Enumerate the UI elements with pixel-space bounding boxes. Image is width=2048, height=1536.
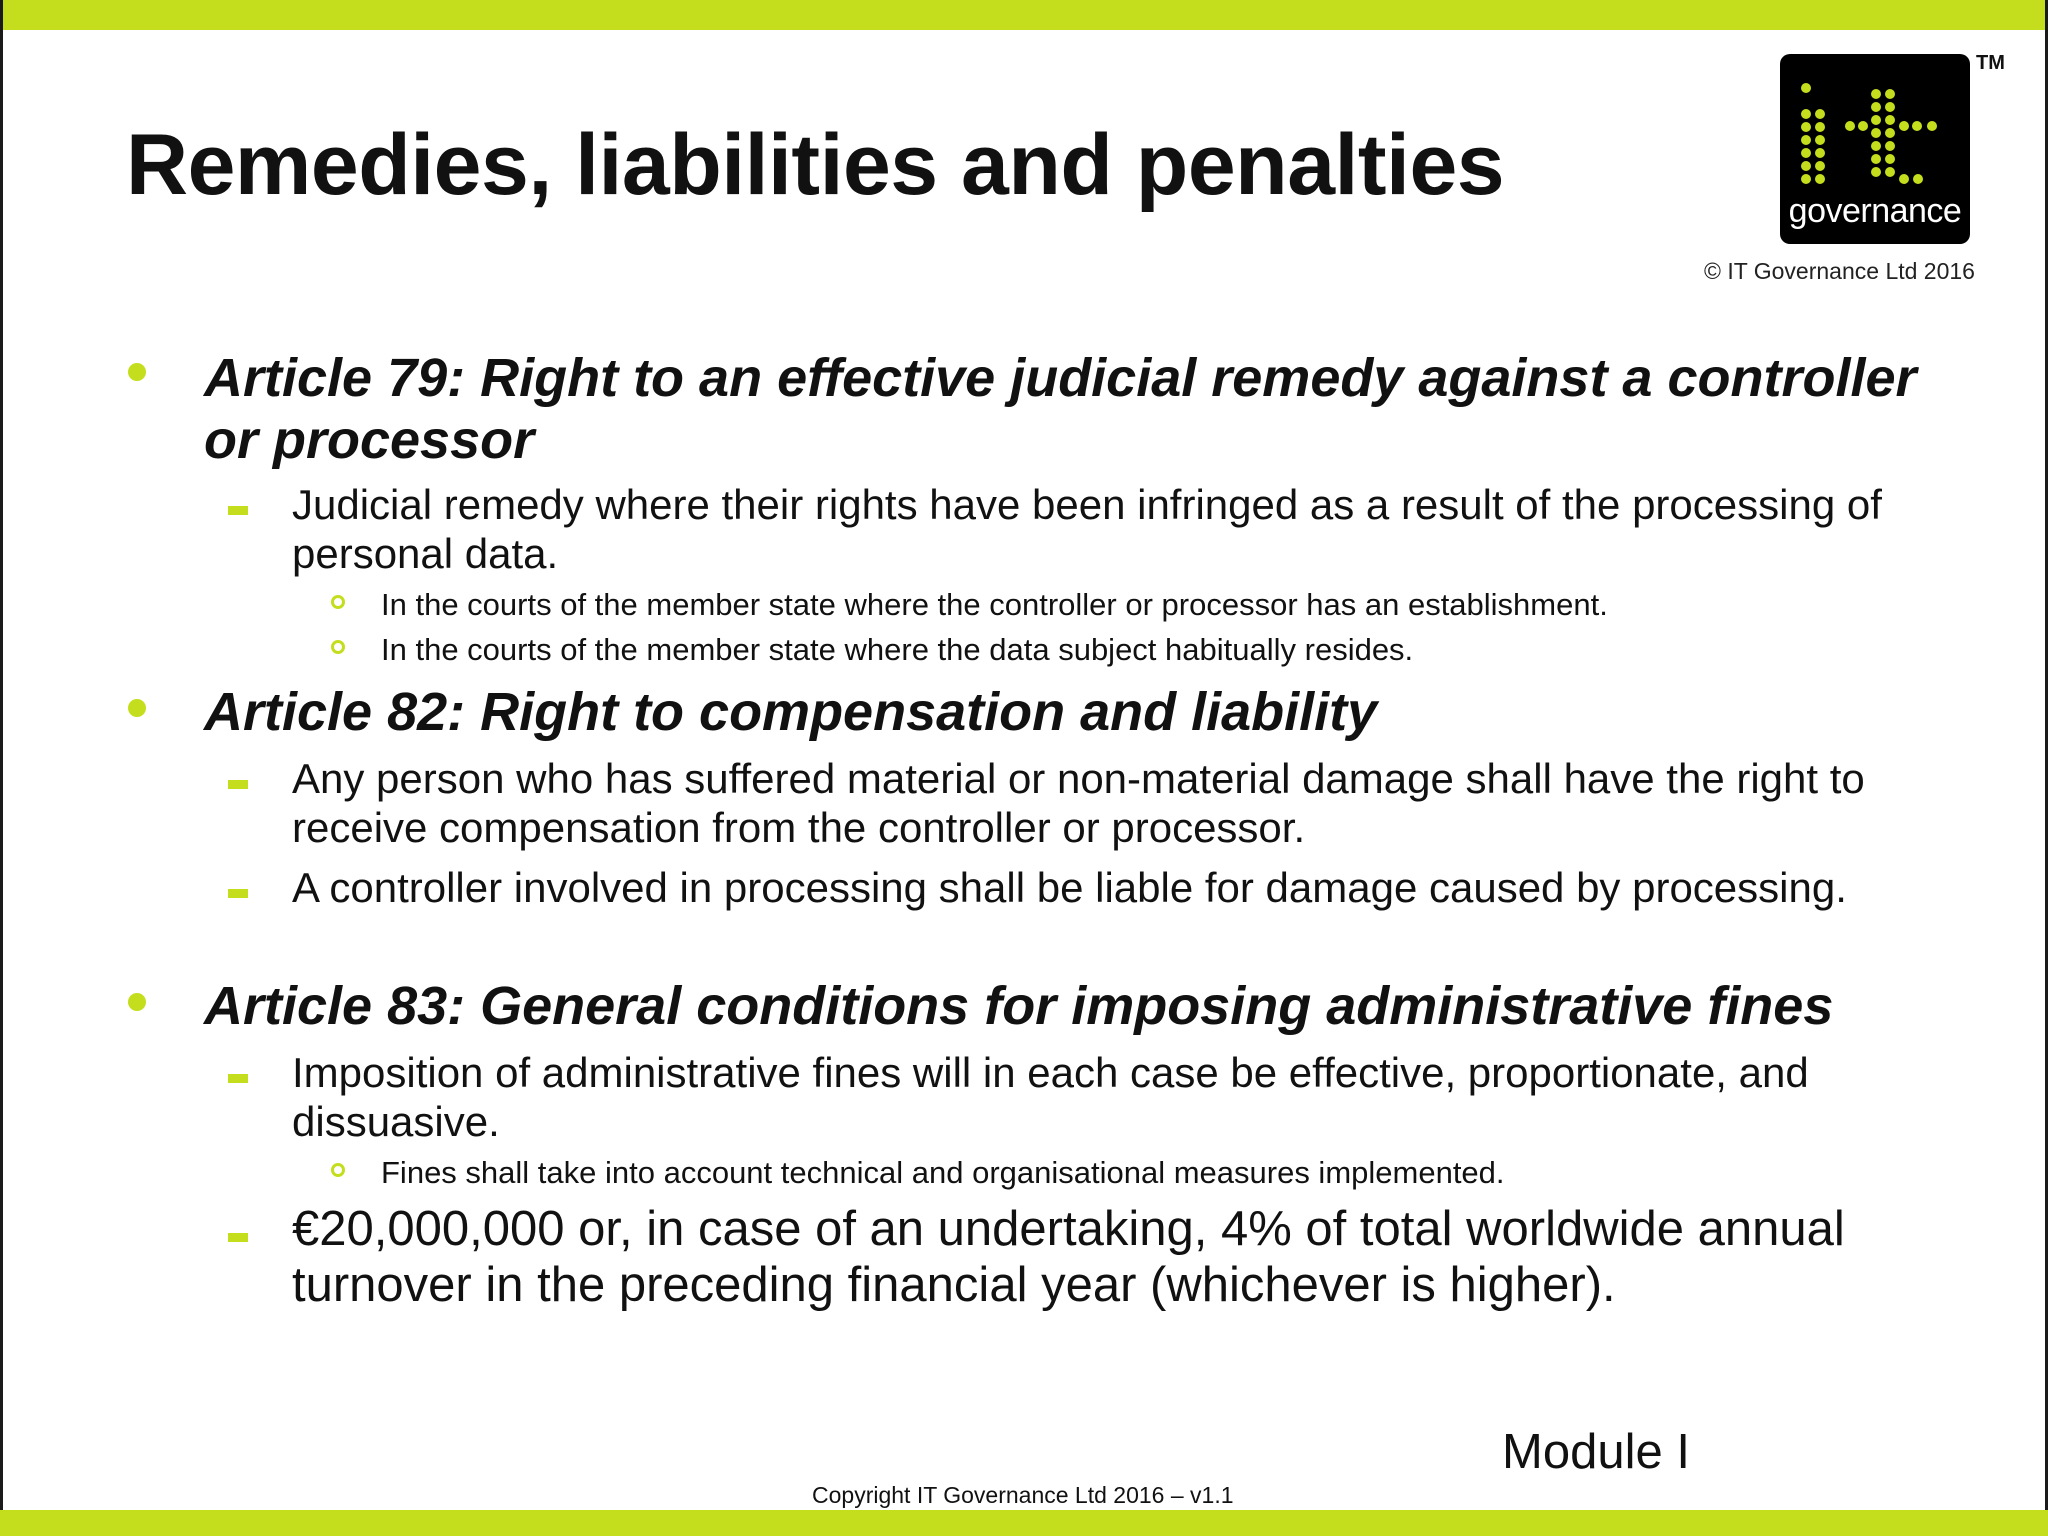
slide-title: Remedies, liabilities and penalties: [126, 117, 1505, 213]
logo-dot: [1885, 167, 1895, 177]
article-bullet-icon: [128, 363, 146, 381]
left-border: [0, 0, 3, 1536]
logo-dot: [1885, 115, 1895, 125]
logo-word: governance: [1788, 192, 1962, 230]
ring-bullet-icon: [331, 640, 345, 654]
logo-dot: [1801, 174, 1811, 184]
logo-dot: [1913, 174, 1923, 184]
dash-bullet-icon: [228, 889, 248, 898]
logo-dot: [1871, 141, 1881, 151]
logo-dot: [1815, 122, 1825, 132]
logo-dot: [1871, 128, 1881, 138]
logo-dot: [1871, 167, 1881, 177]
logo-dot: [1845, 121, 1855, 131]
logo-dot: [1899, 121, 1909, 131]
logo-dot: [1801, 83, 1811, 93]
article-point: Judicial remedy where their rights have been infringed as a result of the processing of personal data.: [292, 481, 1882, 577]
logo-dot: [1927, 121, 1937, 131]
dash-bullet-icon: [228, 506, 248, 515]
article-heading: Article 83: General conditions for imposing administrative fines: [204, 976, 1834, 1036]
copyright-footer: Copyright IT Governance Ltd 2016 – v1.1: [812, 1482, 1234, 1508]
dash-bullet-icon: [228, 780, 248, 789]
module-label: Module I: [1502, 1425, 1690, 1479]
top-accent-bar: [0, 0, 2048, 30]
logo-dot: [1899, 174, 1909, 184]
logo-dot: [1885, 154, 1895, 164]
ring-bullet-icon: [331, 595, 345, 609]
article-point: Imposition of administrative fines will in each case be effective, proportionate, and dissuasive.: [292, 1049, 1809, 1145]
article-subpoint: In the courts of the member state where the data subject habitually resides.: [381, 632, 1414, 667]
logo-dot: [1801, 148, 1811, 158]
logo-dot: [1871, 154, 1881, 164]
logo-dot: [1815, 174, 1825, 184]
trademark-symbol: TM: [1976, 52, 2005, 74]
article-point: A controller involved in processing shall be liable for damage caused by processing.: [292, 864, 1847, 911]
logo-dot-matrix-icon: [1780, 54, 1970, 194]
logo-dot: [1885, 89, 1895, 99]
logo-dot: [1871, 89, 1881, 99]
dash-bullet-icon: [228, 1074, 248, 1083]
logo-dot: [1801, 122, 1811, 132]
logo-dot: [1885, 141, 1895, 151]
ring-bullet-icon: [331, 1163, 345, 1177]
article-subpoint: Fines shall take into account technical and organisational measures implemented.: [381, 1155, 1505, 1190]
logo-dot: [1801, 109, 1811, 119]
logo-dot: [1815, 135, 1825, 145]
logo-dot: [1815, 161, 1825, 171]
article-bullet-icon: [128, 993, 146, 1011]
article-heading: Article 79: Right to an effective judicial remedy against a controller or processor: [204, 348, 1917, 470]
logo-dot: [1871, 102, 1881, 112]
logo-dot: [1801, 161, 1811, 171]
bottom-accent-bar: [0, 1510, 2048, 1536]
article-point: €20,000,000 or, in case of an undertaking, 4% of total worldwide annual turnover in the preceding financial year (whichever is higher).: [292, 1202, 1845, 1312]
article-bullet-icon: [128, 699, 146, 717]
copyright-top: © IT Governance Ltd 2016: [1704, 258, 1975, 284]
logo-dot: [1912, 121, 1922, 131]
article-heading: Article 82: Right to compensation and liability: [204, 682, 1378, 742]
logo-dot: [1815, 148, 1825, 158]
logo-dot: [1858, 121, 1868, 131]
article-subpoint: In the courts of the member state where the controller or processor has an establishment.: [381, 587, 1608, 622]
logo-dot: [1885, 128, 1895, 138]
logo-dot: [1871, 115, 1881, 125]
logo-dot: [1801, 135, 1811, 145]
dash-bullet-icon: [228, 1233, 248, 1242]
article-point: Any person who has suffered material or non-material damage shall have the right to receive compensation from the controller or processor.: [292, 755, 1865, 851]
it-governance-logo: [1780, 54, 1970, 244]
logo-dot: [1815, 109, 1825, 119]
logo-dot: [1885, 102, 1895, 112]
